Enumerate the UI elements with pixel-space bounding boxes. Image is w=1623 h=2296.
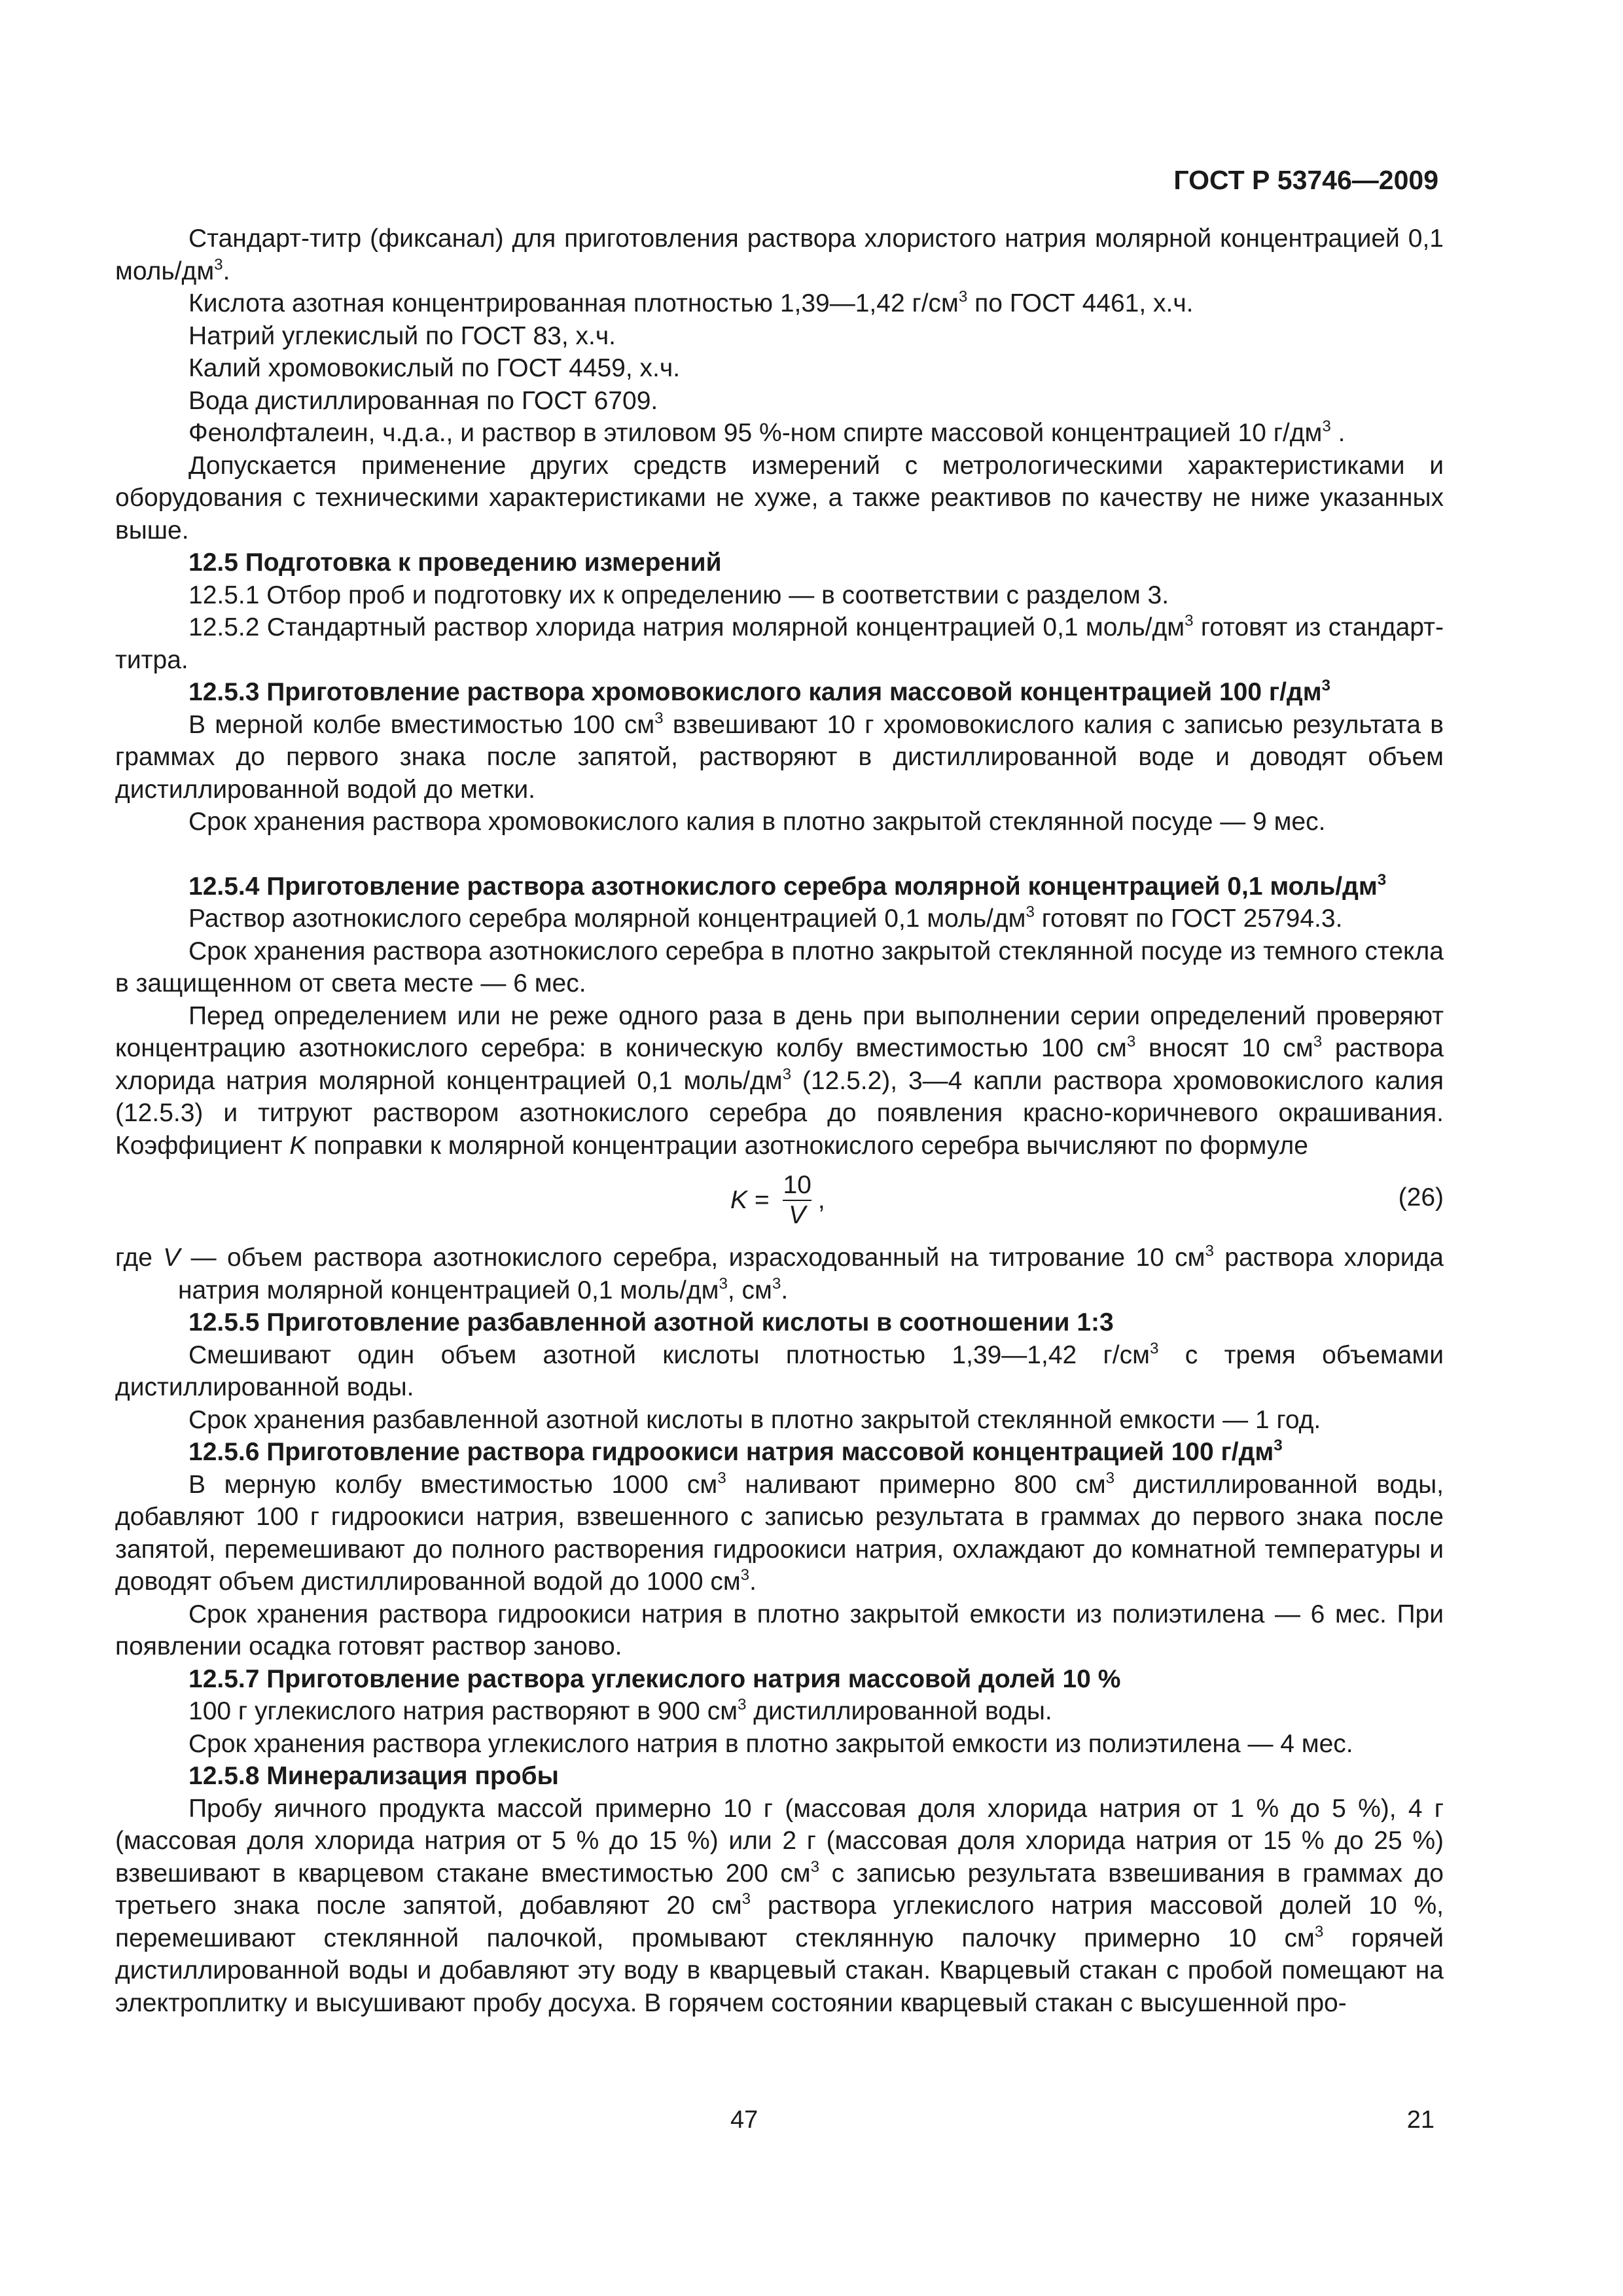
- paragraph: Фенолфталеин, ч.д.а., и раствор в этиловом 95 %-ном спирте массовой концентрацией 10 $г/дм^3$ .: [188, 418, 1346, 447]
- paragraph: Допускается применение других средств измерений с метрологическими характеристиками и оборудования с техническими характеристиками не хуже, а также реактивов по качеству не ниже указанных выше.: [115, 451, 1444, 545]
- document-body: [115, 223, 1444, 2019]
- paragraph: Срок хранения раствора гидроокиси натрия в плотно закрытой емкости из полиэтилена — 6 мес. При появлении осадка готовят раствор заново.: [115, 1600, 1444, 1660]
- section-heading: 12.5.4 Приготовление раствора азотнокислого серебра молярной концентрацией 0,1 моль/$дм^3$: [188, 870, 1387, 901]
- section-heading: 12.5.6 Приготовление раствора гидроокиси натрия массовой концентрацией 100 $г/дм^3$: [188, 1437, 1283, 1466]
- page-number-center: 47: [730, 2106, 758, 2134]
- paragraph: Пробу яичного продукта массой примерно 10 г (массовая доля хлорида натрия от 1 % до 5 %), 4 г (массовая доля хлорида натрия от 5 % до 15 %) или 2 г (массовая доля хлорида натрия от 15 % до 25 %) взвешивают в кварцевом стакане вместимостью 200 $см^3$ с записью результата взвешивания в граммах до третьего знака после запятой, добавляют 20 $см^3$ раствора углекислого натрия массовой долей 10 %, перемешивают стеклянной палочкой, промывают стеклянную палочку примерно 10 $см^3$ горячей дистиллированной воды и добавляют эту воду в кварцевый стакан. Кварцевый стакан с пробой помещают на электроплитку и высушивают пробу досуха. В горячем состоянии кварцевый стакан с высушенной про-: [115, 1794, 1444, 2017]
- paragraph: Кислота азотная концентрированная плотностью 1,39—1,42 $г/см^3$ по ГОСТ 4461, х.ч.: [188, 288, 1194, 317]
- paragraph: Стандарт-титр (фиксанал) для приготовления раствора хлористого натрия молярной концентрацией 0,1 моль/$дм^3$.: [115, 224, 1444, 285]
- paragraph: Вода дистиллированная по ГОСТ 6709.: [188, 386, 658, 415]
- paragraph: Смешивают один объем азотной кислоты плотностью 1,39—1,42 $г/см^3$ с тремя объемами дистиллированной воды.: [115, 1339, 1444, 1401]
- paragraph: Срок хранения раствора хромовокислого калия в плотно закрытой стеклянной посуде — 9 мес.: [188, 808, 1326, 836]
- formula-block: [115, 1167, 1444, 1239]
- section-heading: 12.5.5 Приготовление разбавленной азотной кислоты в соотношении 1:3: [188, 1308, 1114, 1336]
- paragraph: 12.5.2 Стандартный раствор хлорида натрия молярной концентрацией 0,1 моль/$дм^3$ готовят из стандарт-титра.: [115, 612, 1444, 674]
- formula: K = $\frac{10}{V}$ ,: [730, 1171, 825, 1229]
- document-header: ГОСТ Р 53746—2009: [1173, 165, 1438, 195]
- paragraph: 12.5.1 Отбор проб и подготовку их к определению — в соответствии с разделом 3.: [188, 581, 1169, 609]
- paragraph: Срок хранения раствора углекислого натрия в плотно закрытой емкости из полиэтилена — 4 мес.: [188, 1729, 1353, 1758]
- paragraph: В мерную колбу вместимостью 1000 $см^3$ наливают примерно 800 $см^3$ дистиллированной воды, добавляют 100 г гидроокиси натрия, взвешенного с записью результата в граммах до первого знака после запятой, перемешивают до полного растворения гидроокиси натрия, охлаждают до комнатной температуры и доводят объем дистиллированной водой до 1000 $см^3$.: [115, 1469, 1444, 1596]
- paragraph: Срок хранения разбавленной азотной кислоты в плотно закрытой стеклянной емкости — 1 год.: [188, 1405, 1321, 1434]
- fraction: $\frac{10}{V}$: [783, 1171, 812, 1229]
- paragraph: Раствор азотнокислого серебра молярной концентрацией 0,1 моль/$дм^3$ готовят по ГОСТ 25794.3.: [188, 903, 1343, 933]
- formula-number: (26): [1398, 1183, 1444, 1211]
- section-heading: 12.5 Подготовка к проведению измерений: [188, 548, 722, 577]
- formula-legend: где V — объем раствора азотнокислого серебра, израсходованный на титрование 10 $см^3$ раствора хлорида натрия молярной концентрацией 0,1 моль/$дм^3$, $см^3$.: [115, 1242, 1444, 1304]
- section-heading: 12.5.8 Минерализация пробы: [188, 1762, 559, 1790]
- paragraph: Натрий углекислый по ГОСТ 83, х.ч.: [188, 321, 616, 350]
- section-heading: 12.5.7 Приготовление раствора углекислого натрия массовой долей 10 %: [188, 1664, 1121, 1693]
- paragraph: 100 г углекислого натрия растворяют в 900 $см^3$ дистиллированной воды.: [188, 1696, 1052, 1725]
- section-heading: 12.5.3 Приготовление раствора хромовокислого калия массовой концентрацией 100 $г/дм^3$: [188, 677, 1330, 706]
- paragraph: В мерной колбе вместимостью 100 $см^3$ взвешивают 10 г хромовокислого калия с записью результата в граммах до первого знака после запятой, растворяют в дистиллированной воде и доводят объем дистиллированной водой до метки.: [115, 709, 1444, 804]
- paragraph: Калий хромовокислый по ГОСТ 4459, х.ч.: [188, 354, 681, 382]
- page-number-right: 21: [1406, 2106, 1435, 2134]
- paragraph: Перед определением или не реже одного раза в день при выполнении серии определений проверяют концентрацию азотнокислого серебра: в коническую колбу вместимостью 100 $см^3$ вносят 10 $см^3$ раствора хлорида натрия молярной концентрацией 0,1 моль/$дм^3$ (12.5.2), 3—4 капли раствора хромовокислого калия (12.5.3) и титруют раствором азотнокислого серебра до появления красно-коричневого окрашивания. Коэффициент K поправки к молярной концентрации азотнокислого серебра вычисляют по формуле: [115, 1001, 1444, 1160]
- paragraph: Срок хранения раствора азотнокислого серебра в плотно закрытой стеклянной посуде из темного стекла в защищенном от света месте — 6 мес.: [115, 937, 1444, 997]
